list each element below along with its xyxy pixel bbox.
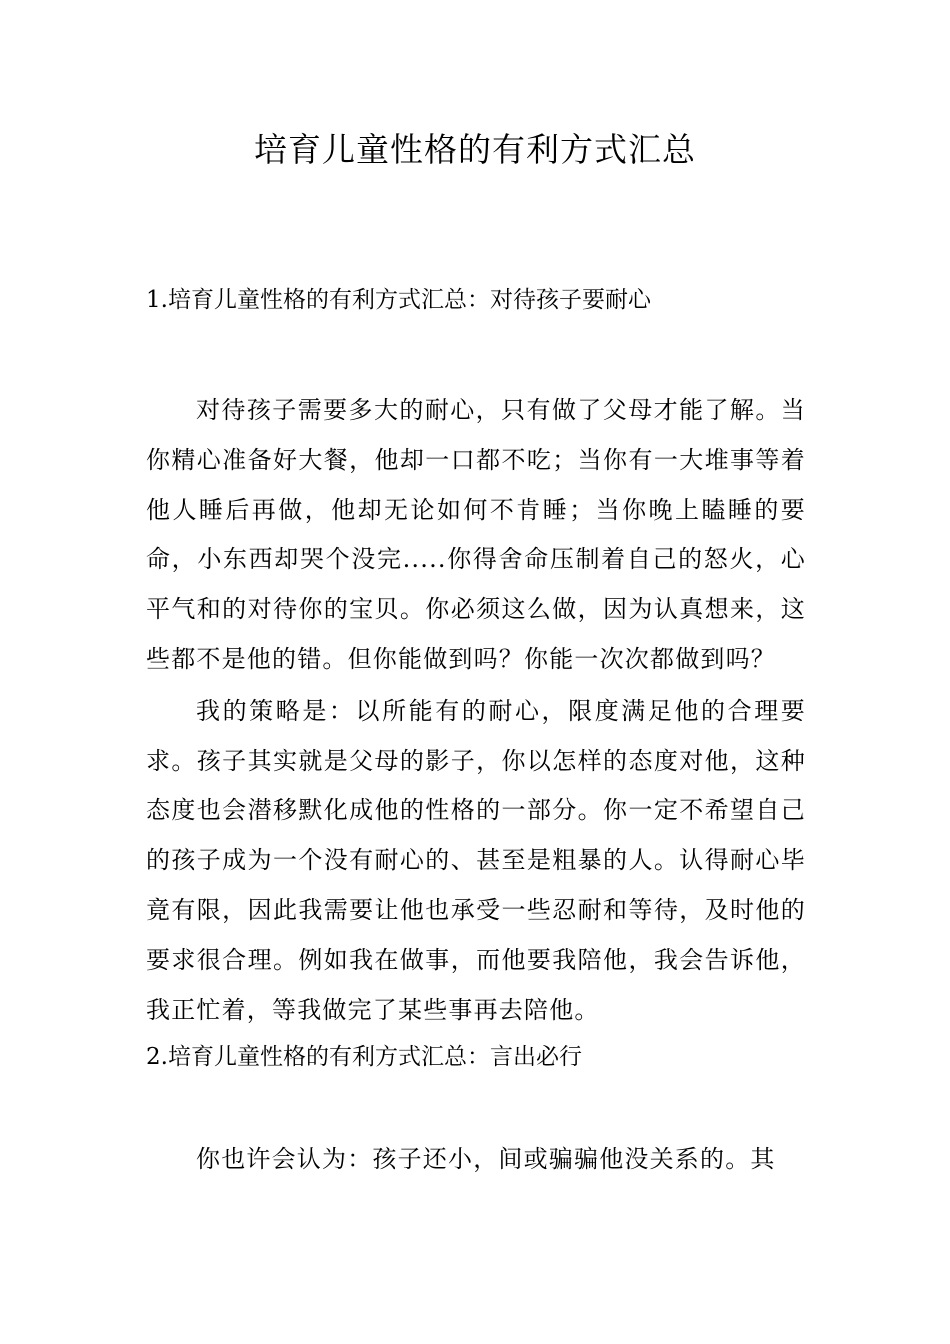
paragraph: 对待孩子需要多大的耐心，只有做了父母才能了解。当你精心准备好大餐，他却一口都不吃；当你有一大堆事等着他人睡后再做，他却无论如何不肯睡；当你晚上瞌睡的要命，小东西却哭个没完.....你得舍命压制着自己的怒火，心平气和的对待你的宝贝。你必须这么做，因为认真想来，这些都不是他的错。但你能做到吗？你能一次次都做到吗？ xyxy=(146,396,806,673)
spacer xyxy=(146,1077,806,1135)
document-title: 培育儿童性格的有利方式汇总 xyxy=(254,130,696,169)
spacer xyxy=(146,320,806,386)
document-body xyxy=(146,280,806,1185)
paragraph: 我的策略是：以所能有的耐心，限度满足他的合理要求。孩子其实就是父母的影子，你以怎样的态度对他，这种态度也会潜移默化成他的性格的一部分。你一定不希望自己的孩子成为一个没有耐心的、甚至是粗暴的人。认得耐心毕竟有限，因此我需要让他也承受一些忍耐和等待，及时他的要求很合理。例如我在做事，而他要我陪他，我会告诉他，我正忙着，等我做完了某些事再去陪他。 xyxy=(146,696,806,1024)
paragraph: 你也许会认为：孩子还小，间或骗骗他没关系的。其 xyxy=(196,1145,776,1174)
section-heading-1: 1.培育儿童性格的有利方式汇总：对待孩子要耐心 xyxy=(146,287,651,313)
section-heading-2: 2.培育儿童性格的有利方式汇总：言出必行 xyxy=(146,1044,582,1071)
